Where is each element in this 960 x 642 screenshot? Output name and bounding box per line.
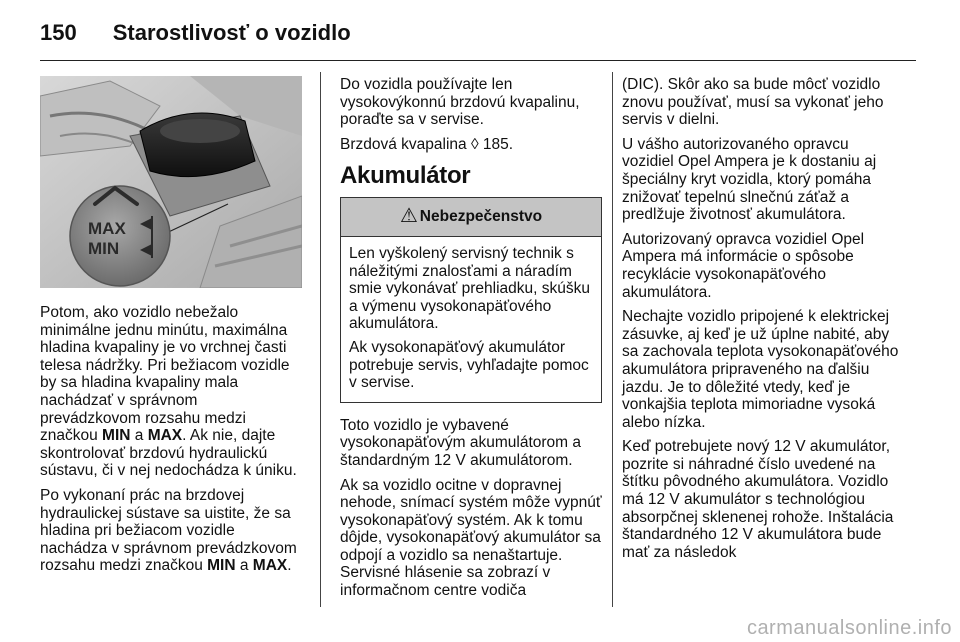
paragraph: Nechajte vozidlo pripojené k elektrickej zásuvke, aj keď je už úplne nabité, aby sa zachovala teplota vysokonapäťového akumulátora pripraveného na ďalšiu jazdu. Je to dôležité vtedy, keď je vonkajšia teplota mimoriadne vysoká alebo nízka.: [622, 308, 899, 431]
paragraph: Ak sa vozidlo ocitne v dopravnej nehode, snímací systém môže vypnúť vysokonapäťový systém. Ak k tomu dôjde, vysokonapäťový akumulátor sa odpojí a vozidlo sa nenaštartuje. Servisné hlásenie sa zobrazí v informačnom centre vodiča: [340, 476, 602, 600]
paragraph: Ak vysokonapäťový akumulátor potrebuje servis, vyhľadajte pomoc v servise.: [349, 338, 589, 392]
brake-fluid-reservoir-figure: [40, 76, 302, 288]
max-mark-label: MAX: [88, 219, 126, 238]
warning-body: [341, 237, 601, 402]
min-mark: MIN: [102, 427, 131, 445]
column-1: [40, 76, 302, 582]
paragraph: (DIC). Skôr ako sa bude môcť vozidlo znovu používať, musí sa vykonať jeho servis v dielni.: [622, 76, 884, 129]
paragraph: U vášho autorizovaného opravcu vozidiel Opel Ampera je k dostaniu aj špeciálny kryt vozidla, ktorý pomáha znižovať tepelnú slnečnú záťaž a predlžuje životnosť akumulátora.: [622, 135, 877, 224]
column-divider: [320, 72, 321, 607]
paragraph: Po vykonaní prác na brzdovej hydraulickej sústave sa uistite, že sa hladina pri bežiacom vozidle nachádza v správnom prevádzkovom rozsahu medzi značkou MIN a MAX.: [40, 486, 297, 575]
paragraph: Keď potrebujete nový 12 V akumulátor, pozrite si náhradné číslo uvedené na štítku pôvodného akumulátora. Vozidlo má 12 V akumulátor s technológiou absorpčnej sklenenej rohože. Inštalácia štandardného 12 V akumulátora bude mať za následok: [622, 438, 894, 561]
max-mark: MAX: [147, 427, 183, 445]
paragraph: Do vozidla používajte len vysokovýkonnú brzdovú kvapalinu, poraďte sa v servise.: [340, 76, 580, 129]
warning-triangle-icon: ⚠: [399, 205, 418, 228]
paragraph: Len vyškolený servisný technik s náležitými znalosťami a náradím smie vykonávať prehliadku, skúšku a výmenu vysokonapäťového akumulátora.: [349, 244, 591, 333]
page-header: [40, 16, 916, 50]
paragraph: Potom, ako vozidlo nebežalo minimálne jednu minútu, maximálna hladina kvapaliny je vo vrchnej časti telesa nádržky. Pri bežiacom vozidle by sa hladina kvapaliny mala nachádzať v správnom prevádzkovom rozsahu medzi značkou MIN a MAX. Ak nie, dajte skontrolovať brzdovú hydraulickú sústavu, či v nej nedochádza k úniku.: [40, 304, 297, 480]
paragraph: Autorizovaný opravca vozidiel Opel Ampera má informácie o spôsobe recyklácie vysokonapäťového akumulátora.: [622, 230, 865, 301]
page-number: 150: [40, 20, 77, 45]
column-divider: [612, 72, 613, 607]
warning-header: [341, 198, 601, 237]
reservoir-illustration: [40, 76, 302, 288]
min-mark: MIN: [207, 557, 236, 575]
danger-warning-box: [340, 197, 602, 403]
cross-reference: Brzdová kvapalina ◊ 185.: [340, 135, 514, 153]
column-2: [340, 76, 602, 607]
column-3: [622, 76, 902, 568]
warning-title: Nebezpečenstvo: [419, 208, 543, 226]
watermark: carmanualsonline.info: [746, 617, 952, 639]
header-rule: [40, 60, 916, 61]
section-heading: Akumulátor: [340, 162, 471, 190]
paragraph: Toto vozidlo je vybavené vysokonapäťovým akumulátorom a štandardným 12 V akumulátorom.: [340, 416, 582, 469]
chapter-title: Starostlivosť o vozidlo: [112, 20, 351, 45]
min-mark-label: MIN: [88, 239, 120, 258]
max-mark: MAX: [252, 557, 288, 575]
